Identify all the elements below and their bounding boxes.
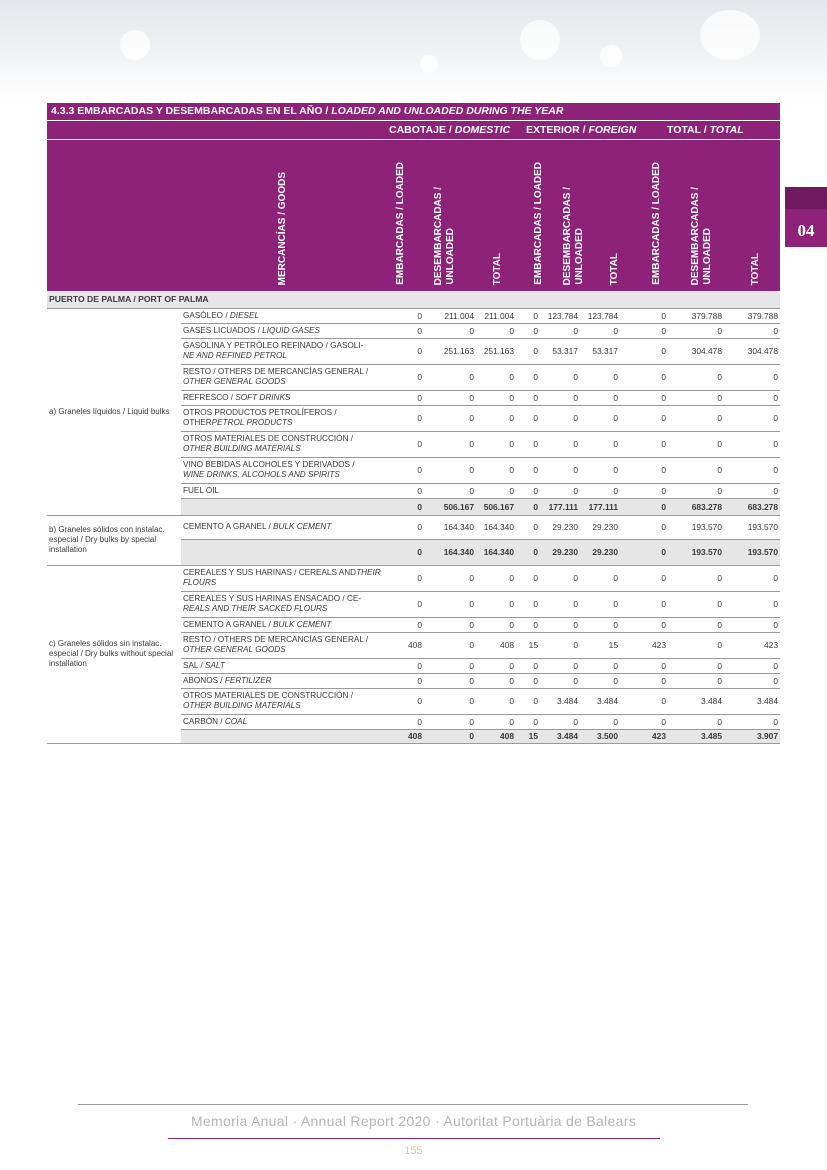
value-cell: 0 [476,431,516,457]
value-cell: 304.478 [724,338,780,364]
value-cell: 0 [668,632,724,658]
goods-name-es: REFRESCO / [183,392,236,402]
cargo-table [47,103,780,744]
col-header-foreign-unloaded: DESEMBARCADAS / [562,186,573,285]
value-cell: 211.004 [476,308,516,323]
value-cell: 0 [724,431,780,457]
col-header-total-unloaded: DESEMBARCADAS / [690,186,701,285]
value-cell: 0 [540,658,580,673]
value-cell: 0 [620,364,668,390]
value-cell: 0 [424,617,476,632]
goods-name-en: NE AND REFINED PETROL [183,351,287,360]
value-cell: 0 [516,364,540,390]
subtotal-cell: 164.340 [424,539,476,565]
value-cell: 15 [516,632,540,658]
value-cell: 3.484 [668,688,724,714]
goods-name-en: SOFT DRINKS [235,392,291,402]
goods-name-es: OTROS PRODUCTOS PETROLÍFEROS / OTHER [183,408,337,427]
value-cell: 0 [385,515,424,539]
value-cell: 0 [385,338,424,364]
value-cell: 0 [516,405,540,431]
value-cell: 3.484 [540,688,580,714]
value-cell: 0 [385,565,424,591]
subtotal-cell: 423 [620,729,668,743]
table-row [47,308,780,323]
category-label: b) Graneles sólidos con instalac. especial / Dry bulks by special installation [47,515,181,565]
goods-name [181,457,385,483]
value-cell: 0 [516,323,540,338]
value-cell: 0 [385,364,424,390]
goods-name-es: RESTO / OTHERS DE MERCANCÍAS GENERAL / [183,635,369,644]
footer-underline [168,1138,660,1139]
value-cell: 0 [580,431,620,457]
subtotal-cell: 193.570 [668,539,724,565]
subtotal-cell: 683.278 [724,498,780,515]
value-cell: 0 [540,591,580,617]
goods-name-es: CARBÓN / [183,716,225,726]
value-cell: 0 [540,714,580,729]
value-cell: 408 [385,632,424,658]
value-cell: 0 [476,673,516,688]
value-cell: 0 [385,431,424,457]
port-name: PUERTO DE PALMA / PORT OF PALMA [47,291,780,308]
value-cell: 0 [424,591,476,617]
value-cell: 379.788 [668,308,724,323]
value-cell: 0 [540,457,580,483]
value-cell: 0 [668,390,724,405]
subtotal-cell: 0 [424,729,476,743]
value-cell: 0 [540,673,580,688]
value-cell: 0 [516,565,540,591]
value-cell: 0 [724,673,780,688]
goods-name-es: CEREALES Y SUS HARINAS / CEREALS AND [183,568,357,577]
value-cell: 0 [620,591,668,617]
value-cell: 0 [724,483,780,498]
subtotal-label-cell [181,498,385,515]
value-cell: 0 [516,457,540,483]
value-cell: 423 [724,632,780,658]
value-cell: 0 [580,390,620,405]
value-cell: 0 [540,565,580,591]
value-cell: 0 [516,431,540,457]
value-cell: 0 [516,714,540,729]
goods-name-en: OTHER GENERAL GOODS [183,377,286,386]
value-cell: 0 [580,714,620,729]
subtotal-cell: 0 [385,498,424,515]
value-cell: 0 [385,323,424,338]
value-cell: 0 [668,658,724,673]
value-cell: 211.004 [424,308,476,323]
value-cell: 29.230 [540,515,580,539]
value-cell: 0 [516,688,540,714]
value-cell: 0 [668,483,724,498]
value-cell: 0 [476,688,516,714]
value-cell: 0 [724,565,780,591]
value-cell: 0 [476,323,516,338]
value-cell: 0 [385,591,424,617]
table-title-es: 4.3.3 EMBARCADAS Y DESEMBARCADAS EN EL AÑO / [51,105,332,117]
value-cell: 0 [620,565,668,591]
value-cell: 0 [516,658,540,673]
subtotal-cell: 408 [385,729,424,743]
value-cell: 0 [385,308,424,323]
chapter-tab [785,187,827,247]
value-cell: 0 [476,565,516,591]
value-cell: 0 [668,457,724,483]
column-group-header [47,120,780,139]
value-cell: 0 [620,688,668,714]
value-cell: 0 [724,457,780,483]
value-cell: 0 [476,617,516,632]
column-headers [47,139,780,291]
value-cell: 0 [668,714,724,729]
subtotal-label-cell [181,729,385,743]
subtotal-cell: 408 [476,729,516,743]
goods-name-es: CEMENTO A GRANEL / [183,619,274,629]
goods-name [181,673,385,688]
value-cell: 0 [580,565,620,591]
goods-name [181,323,385,338]
value-cell: 0 [668,591,724,617]
value-cell: 0 [385,617,424,632]
value-cell: 0 [476,364,516,390]
value-cell: 29.230 [580,515,620,539]
table-row [47,515,780,539]
goods-name [181,338,385,364]
goods-name [181,591,385,617]
value-cell: 0 [476,714,516,729]
col-header-total-unloaded-en: UNLOADED [702,228,713,285]
col-header-domestic-unloaded: DESEMBARCADAS / [433,186,444,285]
goods-name-en: BULK CEMENT [273,522,332,531]
page-number: 155 [404,1145,423,1157]
col-header-total-loaded: EMBARCADAS / LOADED [651,162,662,285]
value-cell: 0 [580,457,620,483]
group-foreign: EXTERIOR / FOREIGN [526,124,637,136]
value-cell: 123.784 [580,308,620,323]
subtotal-label-cell [181,539,385,565]
value-cell: 0 [540,390,580,405]
goods-name [181,308,385,323]
value-cell: 0 [580,617,620,632]
goods-name [181,688,385,714]
value-cell: 304.478 [668,338,724,364]
goods-name-es: ABONOS / [183,675,225,685]
value-cell: 53.317 [540,338,580,364]
value-cell: 0 [620,515,668,539]
value-cell: 0 [724,364,780,390]
goods-name [181,617,385,632]
group-total: TOTAL / TOTAL [667,124,744,136]
goods-name [181,714,385,729]
value-cell: 0 [424,673,476,688]
subtotal-cell: 0 [620,498,668,515]
port-row [47,291,780,308]
col-header-foreign-unloaded-en: UNLOADED [574,228,585,285]
goods-name-en: REALS AND THEIR SACKED FLOURS [183,604,328,613]
subtotal-cell: 177.111 [540,498,580,515]
value-cell: 0 [668,405,724,431]
goods-name-en: OTHER BUILDING MATERIALS [183,444,301,453]
value-cell: 0 [540,483,580,498]
value-cell: 0 [668,364,724,390]
value-cell: 0 [385,688,424,714]
col-header-goods: MERCANCÍAS / GOODS [277,171,288,285]
value-cell: 3.484 [724,688,780,714]
goods-name-es: OTROS MATERIALES DE CONSTRUCCIÓN / [183,434,353,443]
value-cell: 0 [620,617,668,632]
value-cell: 0 [620,457,668,483]
goods-name [181,483,385,498]
goods-name-en: COAL [224,716,248,726]
value-cell: 0 [385,673,424,688]
goods-name [181,405,385,431]
group-domestic: CABOTAJE / DOMESTIC [389,124,511,136]
subtotal-cell: 506.167 [424,498,476,515]
value-cell: 0 [620,431,668,457]
value-cell: 0 [516,338,540,364]
goods-name-en: THEIR FLOURS [183,568,381,587]
value-cell: 0 [580,364,620,390]
value-cell: 0 [516,617,540,632]
value-cell: 0 [668,673,724,688]
value-cell: 0 [540,405,580,431]
value-cell: 0 [580,673,620,688]
value-cell: 53.317 [580,338,620,364]
goods-name-es: GASES LICUADOS / [183,325,263,335]
page-header-background [0,0,827,100]
value-cell: 0 [385,658,424,673]
value-cell: 0 [424,405,476,431]
value-cell: 423 [620,632,668,658]
goods-name-en: SALT [205,660,225,670]
goods-name-en: PETROL PRODUCTS [211,418,293,427]
footer-divider [78,1104,748,1105]
subtotal-cell: 506.167 [476,498,516,515]
value-cell: 0 [620,405,668,431]
value-cell: 193.570 [668,515,724,539]
value-cell: 0 [580,591,620,617]
subtotal-cell: 15 [516,729,540,743]
value-cell: 0 [424,431,476,457]
value-cell: 251.163 [476,338,516,364]
value-cell: 0 [385,714,424,729]
value-cell: 0 [620,338,668,364]
value-cell: 0 [724,591,780,617]
subtotal-cell: 29.230 [580,539,620,565]
col-header-domestic-unloaded-en: UNLOADED [445,228,456,285]
value-cell: 0 [724,390,780,405]
value-cell: 0 [516,673,540,688]
value-cell: 0 [476,457,516,483]
value-cell: 0 [724,405,780,431]
goods-name [181,515,385,539]
goods-name [181,658,385,673]
value-cell: 0 [724,617,780,632]
goods-name-en: DIESEL [229,310,259,320]
value-cell: 0 [620,483,668,498]
subtotal-cell: 3.907 [724,729,780,743]
subtotal-cell: 0 [516,539,540,565]
col-header-domestic-loaded: EMBARCADAS / LOADED [395,162,406,285]
goods-name-es: RESTO / OTHERS DE MERCANCÍAS GENERAL / [183,367,369,376]
value-cell: 0 [724,323,780,338]
value-cell: 0 [424,364,476,390]
value-cell: 0 [724,658,780,673]
value-cell: 0 [385,405,424,431]
col-header-total-total: TOTAL [750,252,761,285]
goods-name-es: VINO BEBIDAS ALCOHOLES Y DERIVADOS / [183,460,355,469]
value-cell: 0 [476,390,516,405]
footer-text: Memoria Anual · Annual Report 2020 · Autoritat Portuària de Balears [190,1113,636,1129]
goods-name-es: GASOLINA Y PETRÓLEO REFINADO / GASOLI- [183,341,364,350]
goods-name-es: OTROS MATERIALES DE CONSTRUCCIÓN / [183,691,353,700]
value-cell: 0 [580,658,620,673]
value-cell: 0 [668,565,724,591]
value-cell: 0 [620,658,668,673]
value-cell: 0 [540,431,580,457]
goods-name [181,390,385,405]
value-cell: 0 [620,323,668,338]
goods-name [181,565,385,591]
value-cell: 123.784 [540,308,580,323]
value-cell: 379.788 [724,308,780,323]
value-cell: 0 [424,565,476,591]
category-label: c) Graneles sólidos sin instalac. especial / Dry bulks without special installation [47,565,181,743]
subtotal-cell: 164.340 [476,539,516,565]
value-cell: 0 [385,483,424,498]
value-cell: 0 [424,688,476,714]
value-cell: 0 [385,457,424,483]
subtotal-cell: 0 [620,539,668,565]
value-cell: 0 [476,591,516,617]
subtotal-cell: 3.484 [540,729,580,743]
value-cell: 0 [668,617,724,632]
goods-name-en: FERTILIZER [224,675,272,685]
goods-name [181,632,385,658]
value-cell: 0 [476,405,516,431]
goods-name-en: BULK CEMENT [273,619,332,629]
goods-name-es: CEREALES Y SUS HARINAS ENSACADO / CE- [183,594,362,603]
value-cell: 0 [424,323,476,338]
value-cell: 0 [476,483,516,498]
goods-name-en: LIQUID GASES [262,325,320,335]
value-cell: 0 [540,364,580,390]
value-cell: 0 [424,390,476,405]
value-cell: 0 [540,632,580,658]
value-cell: 0 [580,483,620,498]
value-cell: 0 [385,390,424,405]
value-cell: 0 [424,714,476,729]
data-table [47,291,780,744]
value-cell: 0 [516,591,540,617]
value-cell: 0 [580,323,620,338]
value-cell: 0 [668,323,724,338]
value-cell: 0 [668,431,724,457]
goods-name-es: SAL / [183,660,205,670]
value-cell: 15 [580,632,620,658]
goods-name [181,364,385,390]
value-cell: 193.570 [724,515,780,539]
col-header-foreign-total: TOTAL [609,252,620,285]
value-cell: 164.340 [424,515,476,539]
table-title [47,103,780,120]
value-cell: 0 [724,714,780,729]
goods-name-es: CEMENTO A GRANEL / [183,522,274,531]
value-cell: 408 [476,632,516,658]
subtotal-cell: 3.485 [668,729,724,743]
subtotal-cell: 0 [516,498,540,515]
table-row [47,565,780,591]
value-cell: 0 [620,714,668,729]
subtotal-cell: 177.111 [580,498,620,515]
subtotal-cell: 3.500 [580,729,620,743]
value-cell: 3.484 [580,688,620,714]
chapter-number: 04 [797,221,815,240]
value-cell: 0 [580,405,620,431]
value-cell: 0 [620,673,668,688]
value-cell: 0 [516,515,540,539]
subtotal-cell: 193.570 [724,539,780,565]
category-label: a) Graneles líquidos / Liquid bulks [47,308,181,515]
subtotal-cell: 0 [385,539,424,565]
value-cell: 0 [620,390,668,405]
value-cell: 0 [540,323,580,338]
goods-name-en: OTHER BUILDING MATERIALS [183,701,301,710]
goods-name [181,431,385,457]
value-cell: 0 [476,658,516,673]
goods-name-es: FUEL OIL [183,485,220,495]
subtotal-cell: 683.278 [668,498,724,515]
value-cell: 0 [516,308,540,323]
value-cell: 0 [516,483,540,498]
goods-name-es: GASÓLEO / [183,310,230,320]
value-cell: 0 [424,632,476,658]
value-cell: 0 [516,390,540,405]
col-header-domestic-total: TOTAL [492,252,503,285]
value-cell: 251.163 [424,338,476,364]
table-title-en: LOADED AND UNLOADED DURING THE YEAR [331,105,564,117]
value-cell: 0 [424,457,476,483]
value-cell: 0 [620,308,668,323]
value-cell: 0 [540,617,580,632]
goods-name-en: WINE DRINKS, ALCOHOLS AND SPIRITS [183,470,340,479]
value-cell: 0 [424,483,476,498]
col-header-foreign-loaded: EMBARCADAS / LOADED [533,162,544,285]
value-cell: 0 [424,658,476,673]
goods-name-en: OTHER GENERAL GOODS [183,645,286,654]
subtotal-cell: 29.230 [540,539,580,565]
value-cell: 164.340 [476,515,516,539]
